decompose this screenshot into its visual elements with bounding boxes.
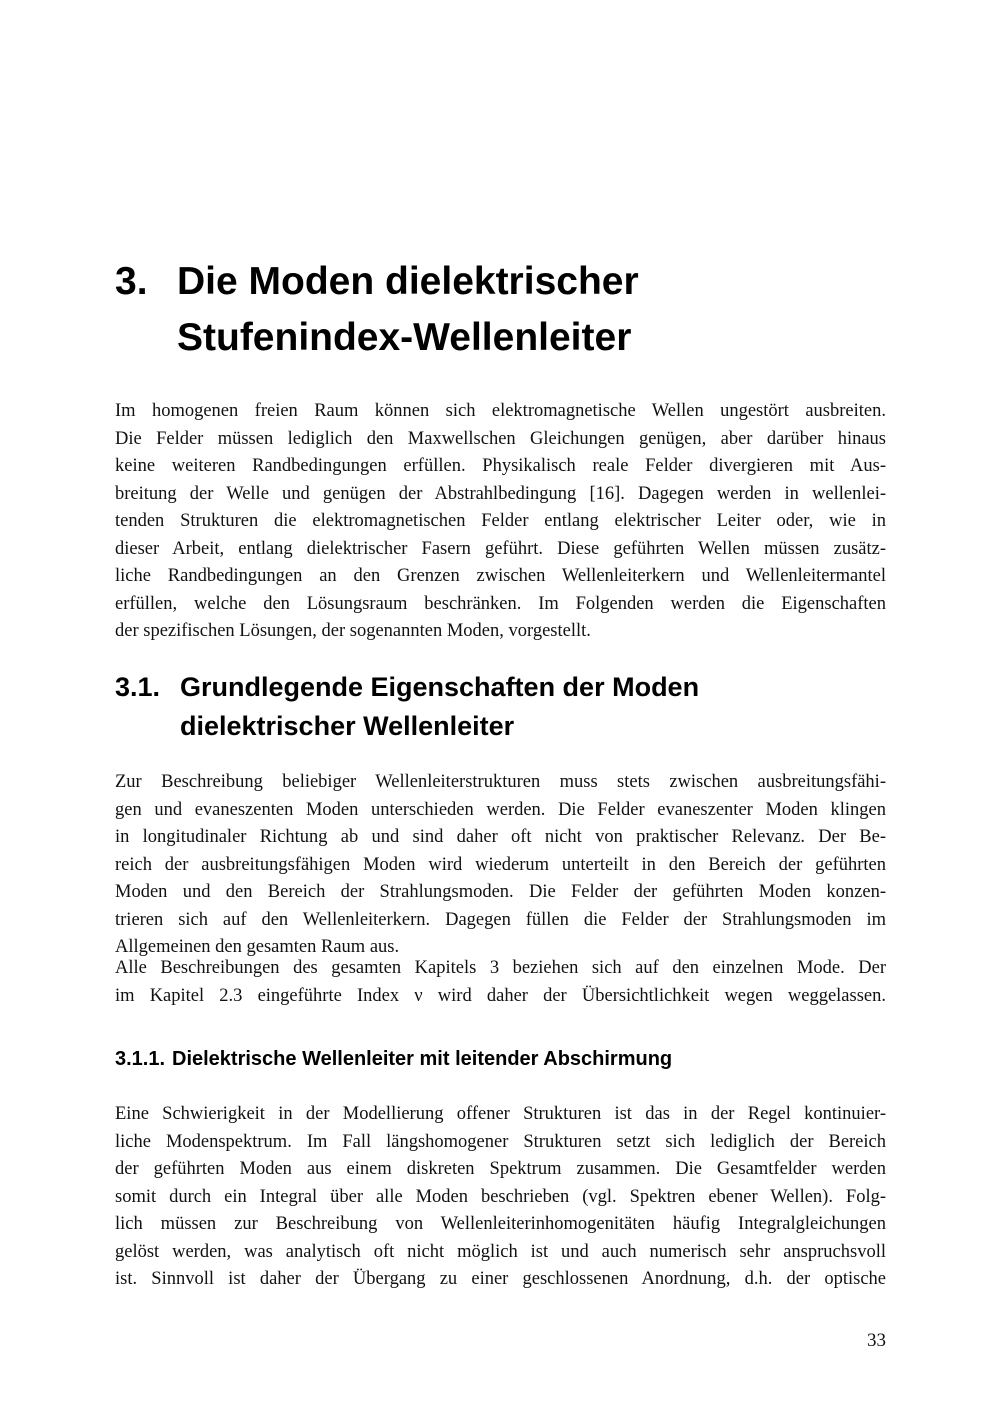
text-line: reich der ausbreitungsfähigen Moden wird wiederum unterteilt in den Bereich der geführten	[115, 854, 886, 875]
text-line: erfüllen, welche den Lösungsraum beschränken. Im Folgenden werden die Eigenschaften	[115, 593, 886, 614]
text-line: gelöst werden, was analytisch oft nicht möglich ist und auch numerisch sehr anspruchsvoll	[115, 1241, 886, 1262]
text-line: Allgemeinen den gesamten Raum aus.	[115, 937, 400, 957]
section-title-line2: dielektrischer Wellenleiter	[180, 711, 515, 741]
page-number: 33	[867, 1330, 886, 1351]
text-line: Im homogenen freien Raum können sich elektromagnetische Wellen ungestört ausbreiten.	[115, 401, 886, 421]
chapter-number: 3.	[115, 260, 148, 303]
subsection-heading	[115, 1046, 905, 1073]
section-number: 3.1.	[115, 672, 161, 702]
text-line: Moden und den Bereich der Strahlungsmoden. Die Felder der geführten Moden konzen-	[115, 882, 886, 902]
text-line: keine weiteren Randbedingungen erfüllen. Physikalisch reale Felder divergieren mit Aus-	[115, 456, 886, 476]
text-line: Eine Schwierigkeit in der Modellierung offener Strukturen ist das in der Regel kontinuier-	[115, 1104, 886, 1124]
section-title-line1: Grundlegende Eigenschaften der Moden	[180, 672, 700, 702]
chapter-heading	[115, 254, 905, 366]
text-line: liche Randbedingungen an den Grenzen zwischen Wellenleiterkern und Wellenleitermantel	[115, 566, 886, 586]
text-line: trieren sich auf den Wellenleiterkern. Dagegen füllen die Felder der Strahlungsmoden im	[115, 909, 886, 930]
section-title	[180, 668, 905, 746]
subsection-number: 3.1.1.	[115, 1048, 166, 1070]
text-line: im Kapitel 2.3 eingeführte Index ν wird daher der Übersichtlichkeit wegen weggelassen.	[115, 985, 886, 1006]
text-line: liche Modenspektrum. Im Fall längshomogener Strukturen setzt sich lediglich der Bereich	[115, 1131, 886, 1152]
text-line: somit durch ein Integral über alle Moden beschrieben (vgl. Spektren ebener Wellen). Folg-	[115, 1186, 886, 1207]
text-line: breitung der Welle und genügen der Abstrahlbedingung [16]. Dagegen werden in wellenlei-	[115, 483, 886, 504]
subsection-title-line1: Dielektrische Wellenleiter mit leitender Abschirmung	[172, 1048, 673, 1070]
paragraph-intro	[115, 398, 886, 646]
text-line: in longitudinaler Richtung ab und sind daher oft nicht von praktischer Relevanz. Der Be-	[115, 827, 886, 847]
paragraph-mode-types	[115, 769, 886, 962]
chapter-title-line1: Die Moden dielektrischer	[177, 260, 639, 303]
chapter-title-line2: Stufenindex-Wellenleiter	[177, 316, 632, 359]
text-line: Alle Beschreibungen des gesamten Kapitels 3 beziehen sich auf den einzelnen Mode. Der	[115, 958, 886, 978]
text-line: der spezifischen Lösungen, der sogenannten Moden, vorgestellt.	[115, 621, 591, 641]
text-line: Zur Beschreibung beliebiger Wellenleiterstrukturen muss stets zwischen ausbreitungsfähi-	[115, 772, 886, 792]
paragraph-shielded-waveguides	[115, 1101, 886, 1294]
text-line: dieser Arbeit, entlang dielektrischer Fasern geführt. Diese geführten Wellen müssen zusätz-	[115, 538, 886, 559]
subsection-title	[172, 1046, 905, 1073]
text-line: der geführten Moden aus einem diskreten Spektrum zusammen. Die Gesamtfelder werden	[115, 1159, 886, 1179]
text-line: Die Felder müssen lediglich den Maxwellschen Gleichungen genügen, aber darüber hinaus	[115, 428, 886, 449]
chapter-title	[177, 254, 905, 366]
paragraph-index-note	[115, 955, 886, 1010]
section-heading	[115, 668, 905, 746]
text-line: gen und evaneszenten Moden unterschieden werden. Die Felder evaneszenter Moden klingen	[115, 799, 886, 820]
text-line: ist. Sinnvoll ist daher der Übergang zu einer geschlossenen Anordnung, d.h. der optische	[115, 1269, 886, 1289]
text-line: lich müssen zur Beschreibung von Wellenleiterinhomogenitäten häufig Integralgleichungen	[115, 1214, 886, 1234]
text-line: tenden Strukturen die elektromagnetischen Felder entlang elektrischer Leiter oder, wie in	[115, 511, 886, 531]
